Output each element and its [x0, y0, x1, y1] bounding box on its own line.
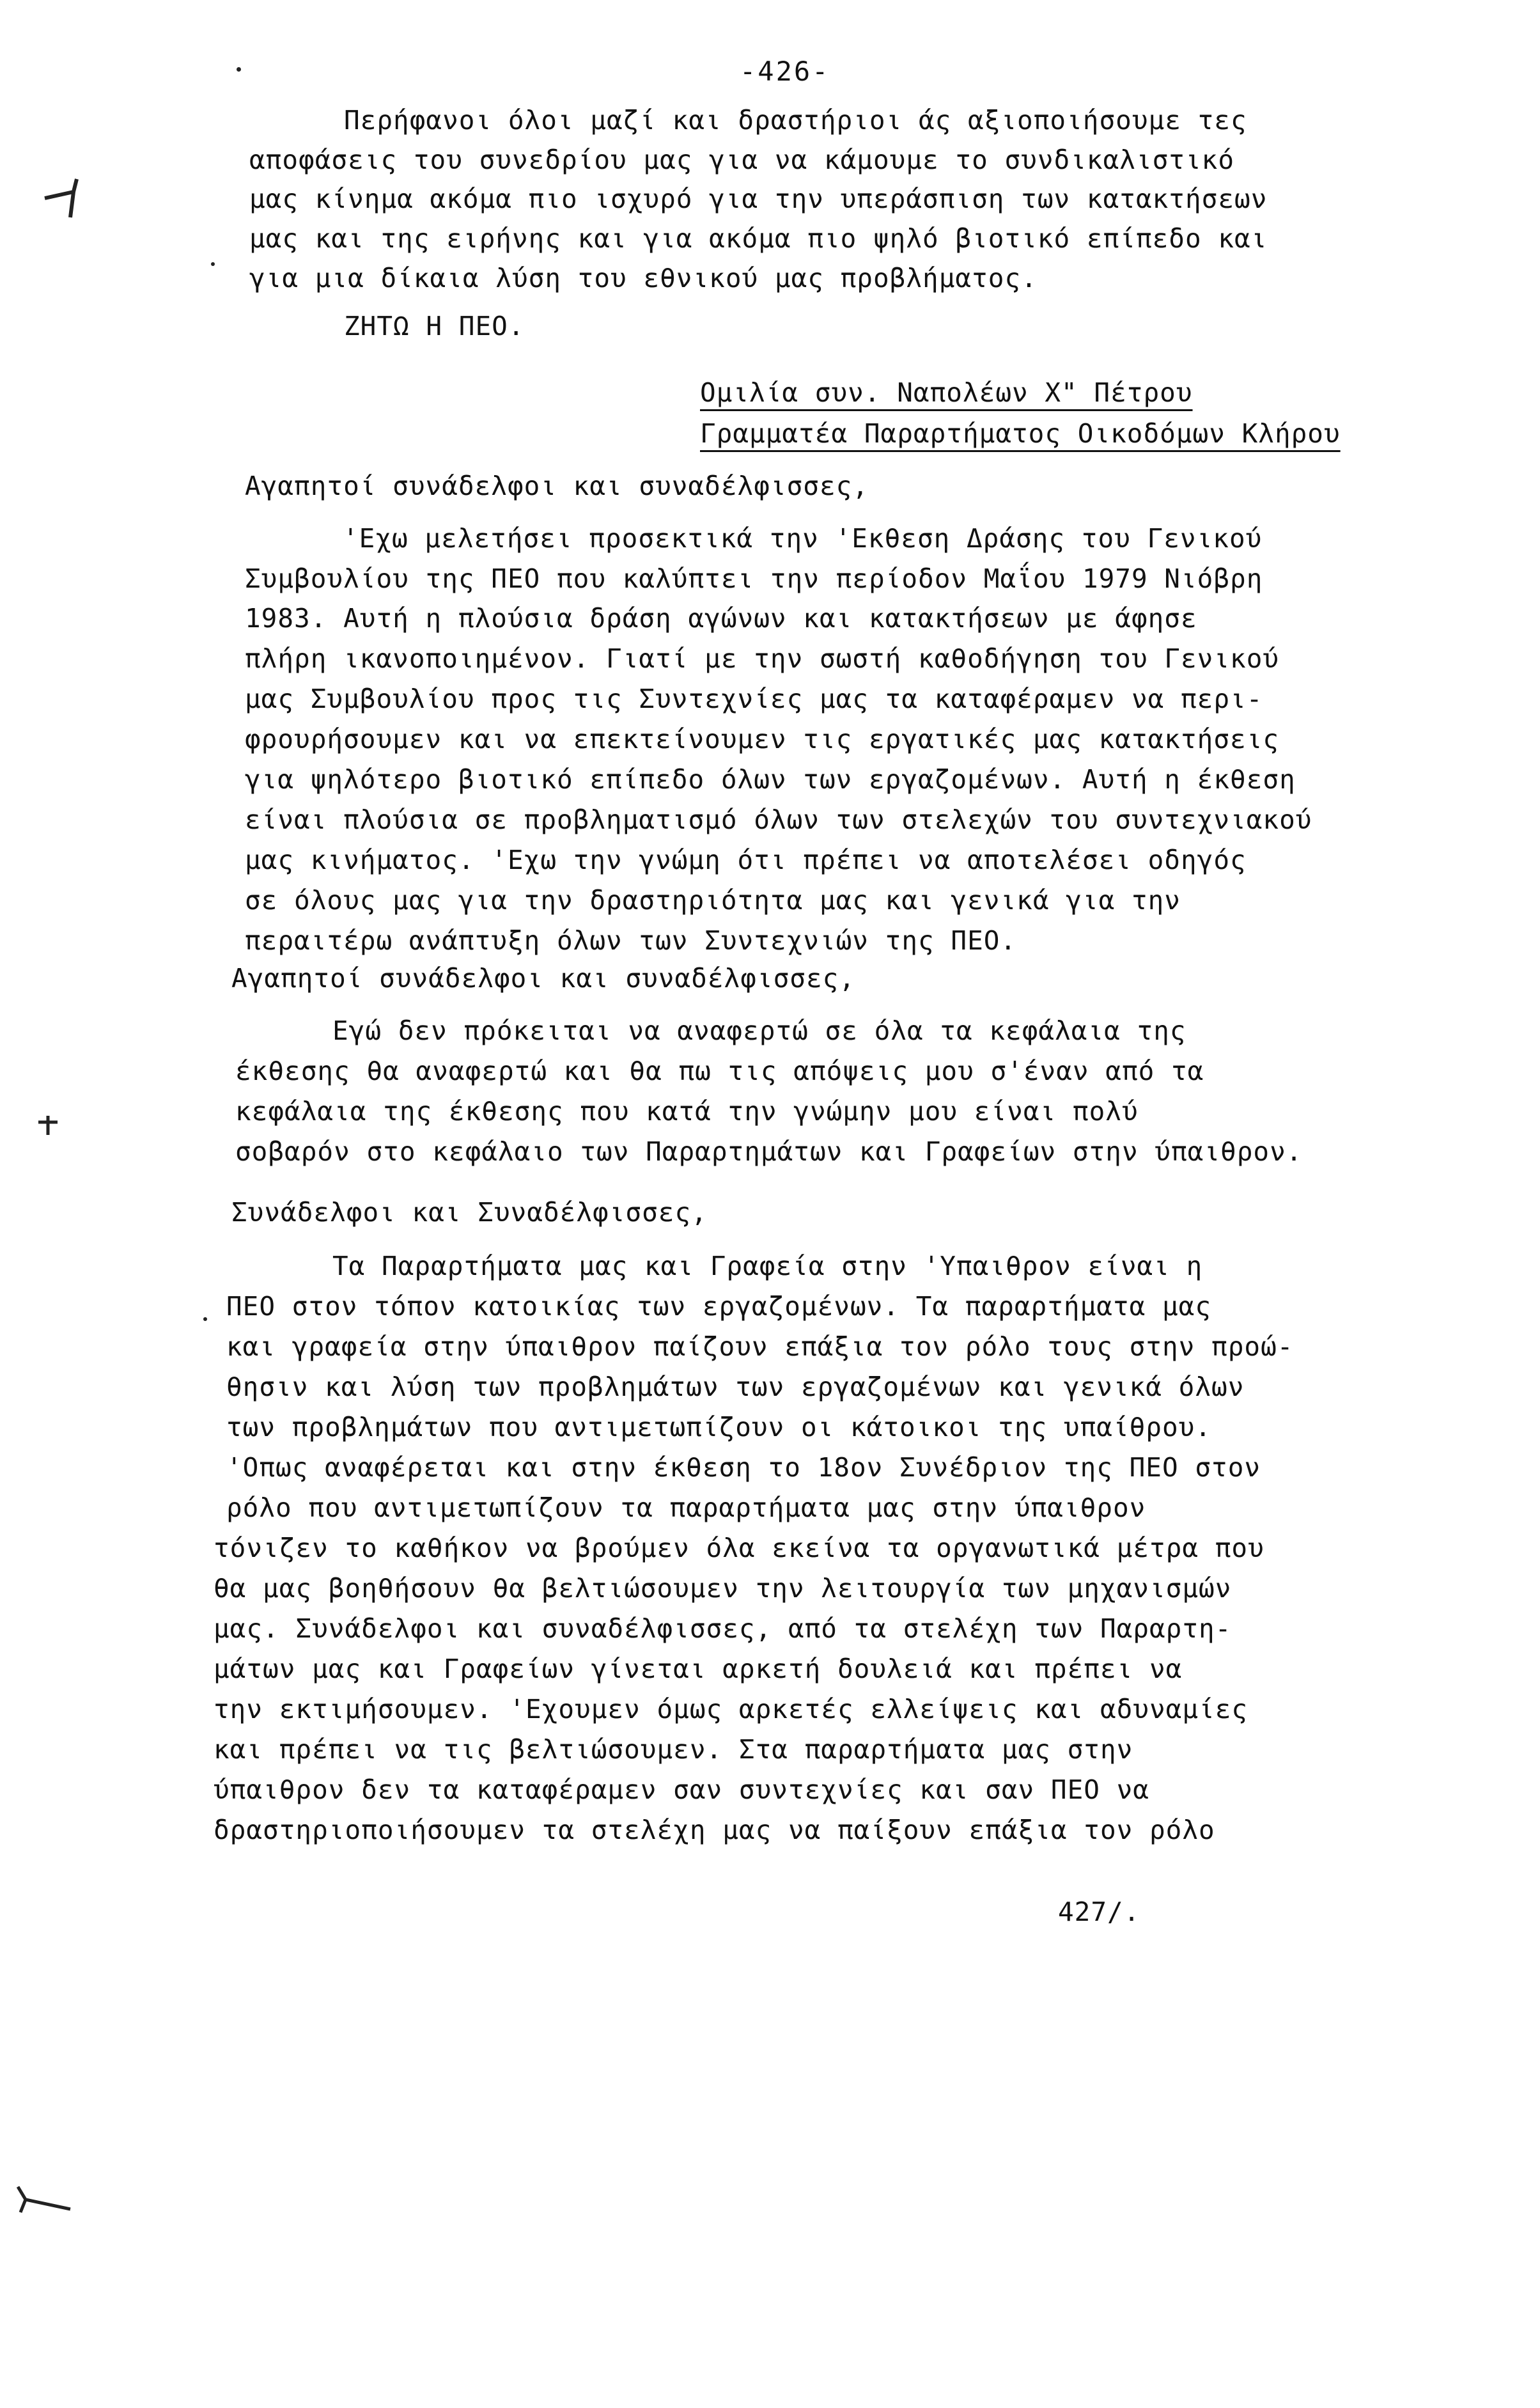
text-line: αποφάσεις του συνεδρίου μας για να κάμουμε το συνδικαλιστικό — [249, 145, 1235, 175]
text-line: και γραφεία στην ύπαιθρον παίζουν επάξια τον ρόλο τους στην προώ- — [226, 1331, 1294, 1362]
text-line: φρουρήσουμεν και να επεκτείνουμεν τις εργατικές μας κατακτήσεις — [245, 724, 1280, 754]
text-line: είναι πλούσια σε προβληματισμό όλων των στελεχών του συντεχνιακού — [245, 804, 1312, 835]
text-line: πλήρη ικανοποιημένον. Γιατί με την σωστή καθοδήγηση του Γενικού — [245, 643, 1280, 674]
text-line: θησιν και λύση των προβλημάτων των εργαζομένων και γενικά όλων — [226, 1372, 1245, 1402]
text-line: ρόλο που αντιμετωπίζουν τα παραρτήματα μας στην ύπαιθρον — [226, 1492, 1146, 1523]
text-line: την εκτιμήσουμεν. 'Εχουμεν όμως αρκετές ελλείψεις και αδυναμίες — [214, 1694, 1248, 1724]
text-line: έκθεσης θα αναφερτώ και θα πω τις απόψεις μου σ'έναν από τα — [235, 1056, 1204, 1086]
text-line: κεφάλαια της έκθεσης που κατά την γνώμην μου είναι πολύ — [235, 1096, 1139, 1127]
slogan: ΖΗΤΩ Η ΠΕΟ. — [344, 311, 525, 341]
text-line: ύπαιθρον δεν τα καταφέραμεν σαν συντεχνίες και σαν ΠΕΟ να — [214, 1774, 1149, 1805]
scan-dot — [203, 1317, 207, 1321]
text-line: σε όλους μας για την δραστηριότητα μας και γενικά για την — [245, 885, 1181, 916]
text-line: τόνιζεν το καθήκον να βρούμεν όλα εκείνα τα οργανωτικά μέτρα που — [214, 1533, 1264, 1563]
text-line: μάτων μας και Γραφείων γίνεται αρκετή δουλειά και πρέπει να — [214, 1654, 1183, 1684]
text-line: μας και της ειρήνης και για ακόμα πιο ψηλό βιοτικό επίπεδο και — [249, 223, 1268, 254]
text-line: θα μας βοηθήσουν θα βελτιώσουμεν την λειτουργία των μηχανισμών — [214, 1573, 1232, 1604]
text-line: Τα Παραρτήματα μας και Γραφεία στην 'Υπαιθρον είναι η — [332, 1251, 1203, 1281]
speech-title-line: Γραμματέα Παραρτήματος Οικοδόμων Κλήρου — [700, 418, 1341, 449]
text-line: 1983. Αυτή η πλούσια δράση αγώνων και κατακτήσεων με άφησε — [245, 603, 1197, 634]
text-line: περαιτέρω ανάπτυξη όλων των Συντεχνιών της ΠΕΟ. — [245, 925, 1017, 956]
greeting: Συνάδελφοι και Συναδέλφισσες, — [231, 1197, 708, 1228]
hole-punch-mark-icon — [38, 173, 89, 224]
margin-mark-icon — [35, 1113, 61, 1138]
speech-title-line: Ομιλία συν. Ναπολέων Χ" Πέτρου — [700, 377, 1193, 408]
greeting: Αγαπητοί συνάδελφοι και συναδέλφισσες, — [245, 471, 869, 501]
text-line: σοβαρόν στο κεφάλαιο των Παραρτημάτων και Γραφείων στην ύπαιθρον. — [235, 1136, 1303, 1167]
text-line: Εγώ δεν πρόκειται να αναφερτώ σε όλα τα κεφάλαια της — [332, 1015, 1186, 1046]
text-line: Περήφανοι όλοι μαζί και δραστήριοι άς αξιοποιήσουμε τες — [344, 105, 1247, 136]
text-line: δραστηριοποιήσουμεν τα στελέχη μας να παίξουν επάξια τον ρόλο — [214, 1815, 1215, 1845]
text-line: για μια δίκαια λύση του εθνικού μας προβλήματος. — [249, 263, 1038, 293]
page-number: -426- — [740, 56, 830, 87]
scan-dot — [237, 67, 241, 72]
margin-mark-icon — [13, 2180, 77, 2219]
text-line: Συμβουλίου της ΠΕΟ που καλύπτει την περίοδον Μαΐου 1979 Νιόβρη — [245, 563, 1263, 594]
text-line: και πρέπει να τις βελτιώσουμεν. Στα παραρτήματα μας στην — [214, 1734, 1133, 1765]
text-line: μας Συμβουλίου προς τις Συντεχνίες μας τα καταφέραμεν να περι- — [245, 684, 1263, 714]
text-line: μας. Συνάδελφοι και συναδέλφισσες, από τα στελέχη των Παραρτη- — [214, 1613, 1232, 1644]
text-line: μας κινήματος. 'Εχω την γνώμη ότι πρέπει να αποτελέσει οδηγός — [245, 845, 1247, 875]
text-line: των προβλημάτων που αντιμετωπίζουν οι κάτοικοι της υπαίθρου. — [226, 1412, 1212, 1442]
text-line: 'Οπως αναφέρεται και στην έκθεση το 18ον Συνέδριον της ΠΕΟ στον — [226, 1452, 1261, 1483]
scan-dot — [211, 262, 215, 266]
text-line: μας κίνημα ακόμα πιο ισχυρό για την υπεράσπιση των κατακτήσεων — [249, 184, 1268, 214]
greeting: Αγαπητοί συνάδελφοι και συναδέλφισσες, — [231, 963, 855, 994]
text-line: 'Εχω μελετήσει προσεκτικά την 'Εκθεση Δράσης του Γενικού — [343, 523, 1263, 554]
next-page-reference: 427/. — [1058, 1896, 1140, 1927]
text-line: για ψηλότερο βιοτικό επίπεδο όλων των εργαζομένων. Αυτή η έκθεση — [245, 764, 1296, 795]
text-line: ΠΕΟ στον τόπον κατοικίας των εργαζομένων. Τα παραρτήματα μας — [226, 1291, 1212, 1322]
